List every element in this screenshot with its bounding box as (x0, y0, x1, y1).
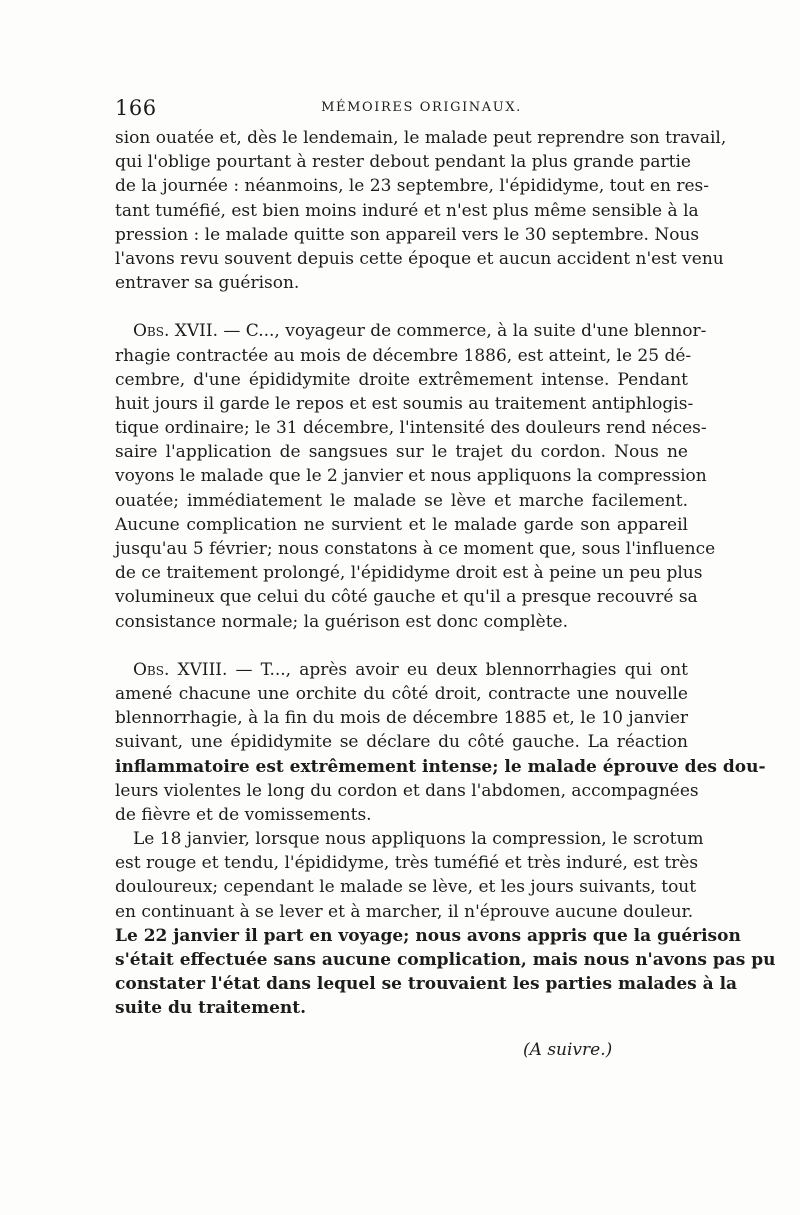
text-line: douloureux; cependant le malade se lève, et les jours suivants, tout (115, 877, 697, 898)
text-line: de la journée : néanmoins, le 23 septembre, l'épididyme, tout en res- (115, 176, 709, 197)
text-line: entraver sa guérison. (115, 273, 300, 294)
text-line: Le 18 janvier, lorsque nous appliquons la compression, le scrotum (133, 829, 704, 850)
text-line: huit jours il garde le repos et est soumis au traitement antiphlogis- (115, 393, 694, 414)
text-line: jusqu'au 5 février; nous constatons à ce moment que, sous l'influence (115, 539, 716, 559)
text-line: amené chacune une orchite du côté droit, contracte une nouvelle (115, 683, 688, 704)
body-text (115, 126, 776, 1021)
text-line: consistance normale; la guérison est donc complète. (115, 611, 568, 632)
text-line: cembre, d'une épididymite droite extrêmement intense. Pendant (115, 369, 688, 390)
text-line: inflammatoire est extrêmement intense; le malade éprouve des dou- (115, 756, 766, 777)
text-line: — C..., voyageur de commerce, à la suite d'une blennor- (223, 321, 707, 342)
text-line: voyons le malade que le 2 janvier et nous appliquons la compression (115, 466, 707, 487)
text-line: Aucune complication ne survient et le malade garde son appareil (115, 514, 688, 535)
text-line: de fièvre et de vomissements. (115, 804, 372, 825)
text-line: s'était effectuée sans aucune complication, mais nous n'avons pas pu (115, 950, 776, 970)
text-line: de ce traitement prolongé, l'épididyme droit est à peine un peu plus (115, 563, 703, 584)
text-line: en continuant à se lever et à marcher, il n'éprouve aucune douleur. (115, 901, 694, 922)
paragraph-gap (115, 634, 688, 658)
text-line: rhagie contractée au mois de décembre 1886, est atteint, le 25 dé- (115, 345, 692, 366)
text-line: blennorrhagie, à la fin du mois de décembre 1885 et, le 10 janvier (115, 708, 688, 729)
text-line: est rouge et tendu, l'épididyme, très tuméfié et très induré, est très (115, 853, 699, 874)
observation-label: Obs. XVII. (133, 321, 218, 342)
text-line: suite du traitement. (115, 998, 307, 1019)
observation-heading-line (115, 658, 688, 682)
text-line: Le 22 janvier il part en voyage; nous avons appris que la guérison (115, 925, 741, 946)
text-line: volumineux que celui du côté gauche et qu'il a presque recouvré sa (115, 587, 698, 608)
text-line: pression : le malade quitte son appareil vers le 30 septembre. Nous (115, 224, 700, 245)
text-line: tique ordinaire; le 31 décembre, l'intensité des douleurs rend néces- (115, 418, 707, 439)
running-head (115, 96, 688, 120)
text-line: leurs violentes le long du cordon et dans l'abdomen, accompagnées (115, 780, 699, 801)
text-line: saire l'application de sangsues sur le trajet du cordon. Nous ne (115, 442, 688, 463)
text-line: sion ouatée et, dès le lendemain, le malade peut reprendre son travail, (115, 128, 727, 148)
observation-label: Obs. XVIII. (133, 659, 228, 680)
text-line: — T..., après avoir eu deux blennorrhagies qui ont (235, 659, 688, 680)
text-line: qui l'oblige pourtant à rester debout pendant la plus grande partie (115, 152, 691, 173)
text-line: ouatée; immédiatement le malade se lève et marche facilement. (115, 490, 688, 511)
paragraph-gap (115, 295, 688, 319)
text-line: tant tuméfié, est bien moins induré et n'est plus même sensible à la (115, 200, 699, 221)
text-line: constater l'état dans lequel se trouvaient les parties malades à la (115, 974, 738, 995)
page-number: 166 (115, 96, 157, 120)
text-line: l'avons revu souvent depuis cette époque et aucun accident n'est venu (115, 248, 724, 269)
running-title: MÉMOIRES ORIGINAUX. (321, 100, 522, 115)
to-be-continued: (A suivre.) (523, 1040, 613, 1060)
observation-heading-line (115, 319, 707, 343)
text-line: suivant, une épididymite se déclare du côté gauche. La réaction (115, 732, 688, 753)
